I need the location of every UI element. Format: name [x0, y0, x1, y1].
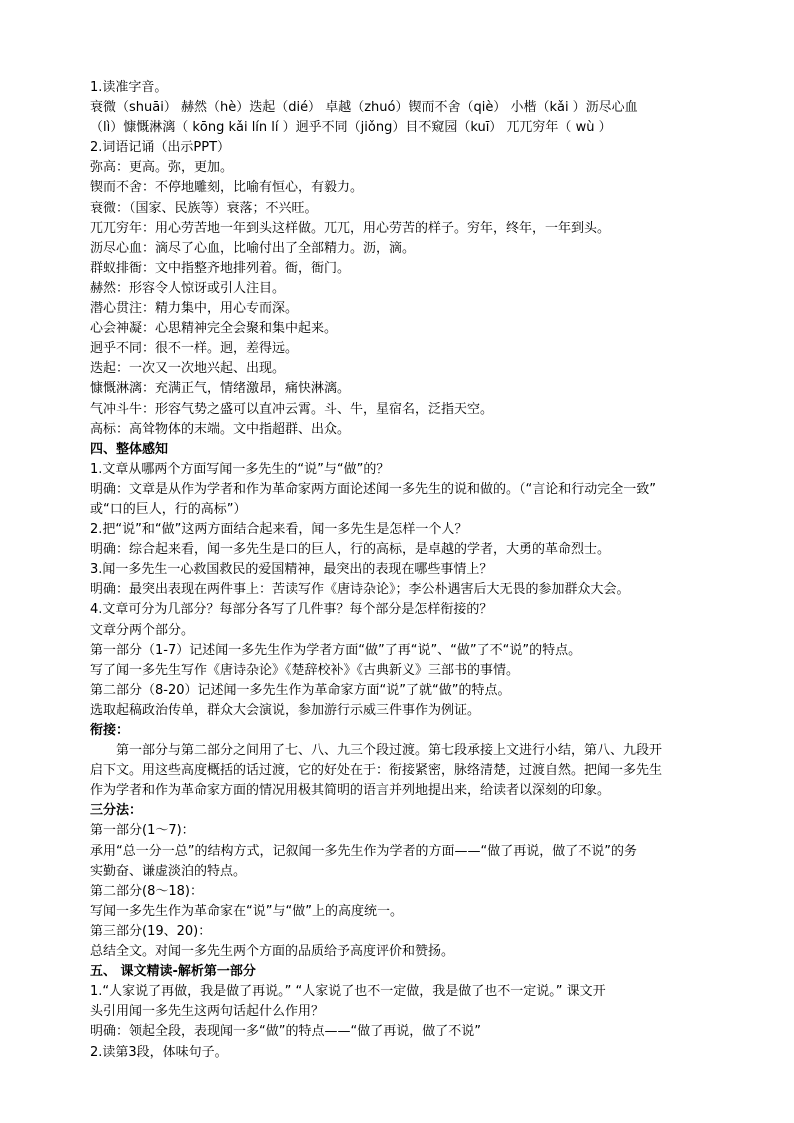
- document-page: [90, 78, 710, 1063]
- text-line: 明确：综合起来看，闻一多先生是口的巨人，行的高标，是卓越的学者，大勇的革命烈士。: [90, 542, 611, 558]
- text-line: 第二部分(8～18)：: [90, 883, 203, 899]
- text-line: 1.读准字音。: [90, 80, 168, 95]
- text-line: 或“口的巨人，行的高标”）: [90, 501, 247, 517]
- text-line: 总结全文。对闻一多先生两个方面的品质给予高度评价和赞扬。: [90, 944, 455, 960]
- text-line: 气冲斗牛：形容气势之盛可以直冲云霄。斗、牛，星宿名，泛指天空。: [90, 401, 494, 417]
- section-heading: 衔接：: [90, 723, 130, 738]
- text-line: 2.读第3段，体味句子。: [90, 1044, 228, 1060]
- text-line: 慷慨淋漓：充满正气，情绪激昂，痛快淋漓。: [90, 381, 351, 397]
- section-heading: 四、整体感知: [90, 441, 169, 457]
- text-line: 高标：高耸物体的末端。文中指超群、出众。: [90, 421, 351, 437]
- text-line: 1.文章从哪两个方面写闻一多先生的“说”与“做”的？: [90, 461, 390, 477]
- text-line: 实勤奋、谦虚淡泊的特点。: [90, 863, 247, 879]
- text-line: 第一部分(1～7)：: [90, 823, 195, 839]
- text-line: 锲而不舍：不停地雕刻，比喻有恒心，有毅力。: [90, 180, 364, 196]
- text-line: 明确：最突出表现在两件事上：苦读写作《唐诗杂论》；李公朴遇害后大无畏的参加群众大会。: [90, 582, 630, 598]
- text-line: 衰微（shuāi） 赫然（hè）迭起（dié） 卓越（zhuó）锲而不舍（qiè） 小楷（kǎi ）沥尽心血: [90, 100, 638, 116]
- text-line: 第一部分与第二部分之间用了七、八、九三个段过渡。第七段承接上文进行小结，第八、九段开: [116, 743, 663, 759]
- text-line: 明确：文章是从作为学者和作为革命家两方面论述闻一多先生的说和做的。（“言论和行动完全一致”: [90, 481, 656, 497]
- text-line: 群蚁排衙：文中指整齐地排列着。衙，衙门。: [90, 260, 351, 276]
- text-line: 第二部分（8-20）记述闻一多先生作为革命家方面“说”了就“做”的特点。: [90, 682, 511, 698]
- text-line: 迥乎不同：很不一样。迥，差得远。: [90, 341, 299, 357]
- text-line: 文章分两个部分。: [90, 622, 195, 638]
- text-line: 赫然：形容令人惊讶或引人注目。: [90, 280, 286, 296]
- text-line: 启下文。用这些高度概括的话过渡，它的好处在于：衔接紧密，脉络清楚，过渡自然。把闻一多先生: [90, 763, 663, 779]
- text-line: 1.“人家说了再做，我是做了再说。” “人家说了也不一定做，我是做了也不一定说。” 课文开: [90, 984, 606, 1000]
- text-line: 3.闻一多先生一心救国救民的爱国精神，最突出的表现在哪些事情上？: [90, 562, 493, 578]
- text-line: 4.文章可分为几部分？每部分各写了几件事？每个部分是怎样衔接的？: [90, 602, 493, 618]
- text-line: 第一部分（1-7）记述闻一多先生作为学者方面“做”了再“说”、“做”了不“说”的特点。: [90, 642, 582, 658]
- text-line: 迭起：一次又一次地兴起、出现。: [90, 361, 286, 377]
- text-line: 2.把“说”和“做”这两方面结合起来看，闻一多先生是怎样一个人？: [90, 522, 468, 538]
- text-line: 写闻一多先生作为革命家在“说”与“做”上的高度统一。: [90, 903, 403, 919]
- text-line: 兀兀穷年：用心劳苦地一年到头这样做。兀兀，用心劳苦的样子。穷年，终年，一年到头。: [90, 220, 611, 236]
- section-heading: 三分法：: [90, 803, 143, 819]
- text-line: 弥高：更高。弥，更加。: [90, 160, 234, 176]
- text-line: 心会神凝：心思精神完全会聚和集中起来。: [90, 321, 338, 337]
- text-line: 承用“总一分一总”的结构方式，记叙闻一多先生作为学者的方面——“做了再说，做了不说”的务: [90, 843, 637, 859]
- text-line: （lì）慷慨淋漓（ kōng kǎi lín lí ）迥乎不同（jiǒng）目不窥园（kuī） 兀兀穷年（ wù ）: [90, 120, 612, 136]
- text-line: 第三部分(19、20)：: [90, 923, 212, 939]
- text-line: 头引用闻一多先生这两句话起什么作用？: [90, 1004, 325, 1020]
- text-line: 潜心贯注：精力集中，用心专而深。: [90, 301, 299, 317]
- text-line: 作为学者和作为革命家方面的情况用极其简明的语言并列地提出来，给读者以深刻的印象。: [90, 783, 611, 799]
- text-line: 选取起稿政治传单，群众大会演说，参加游行示威三件事作为例证。: [90, 702, 481, 718]
- text-line: 沥尽心血：滴尽了心血，比喻付出了全部精力。沥，滴。: [90, 240, 416, 256]
- text-line: 2.词语记诵（出示PPT）: [90, 140, 231, 156]
- section-heading: 五、 课文精读-解析第一部分: [90, 964, 256, 980]
- text-line: 明确：领起全段，表现闻一多“做”的特点——“做了再说，做了不说”: [90, 1024, 481, 1040]
- text-line: 衰微：（国家、民族等）衰落；不兴旺。: [90, 200, 318, 216]
- text-line: 写了闻一多先生写作《唐诗杂论》《楚辞校补》《古典新义》三部书的事情。: [90, 662, 520, 678]
